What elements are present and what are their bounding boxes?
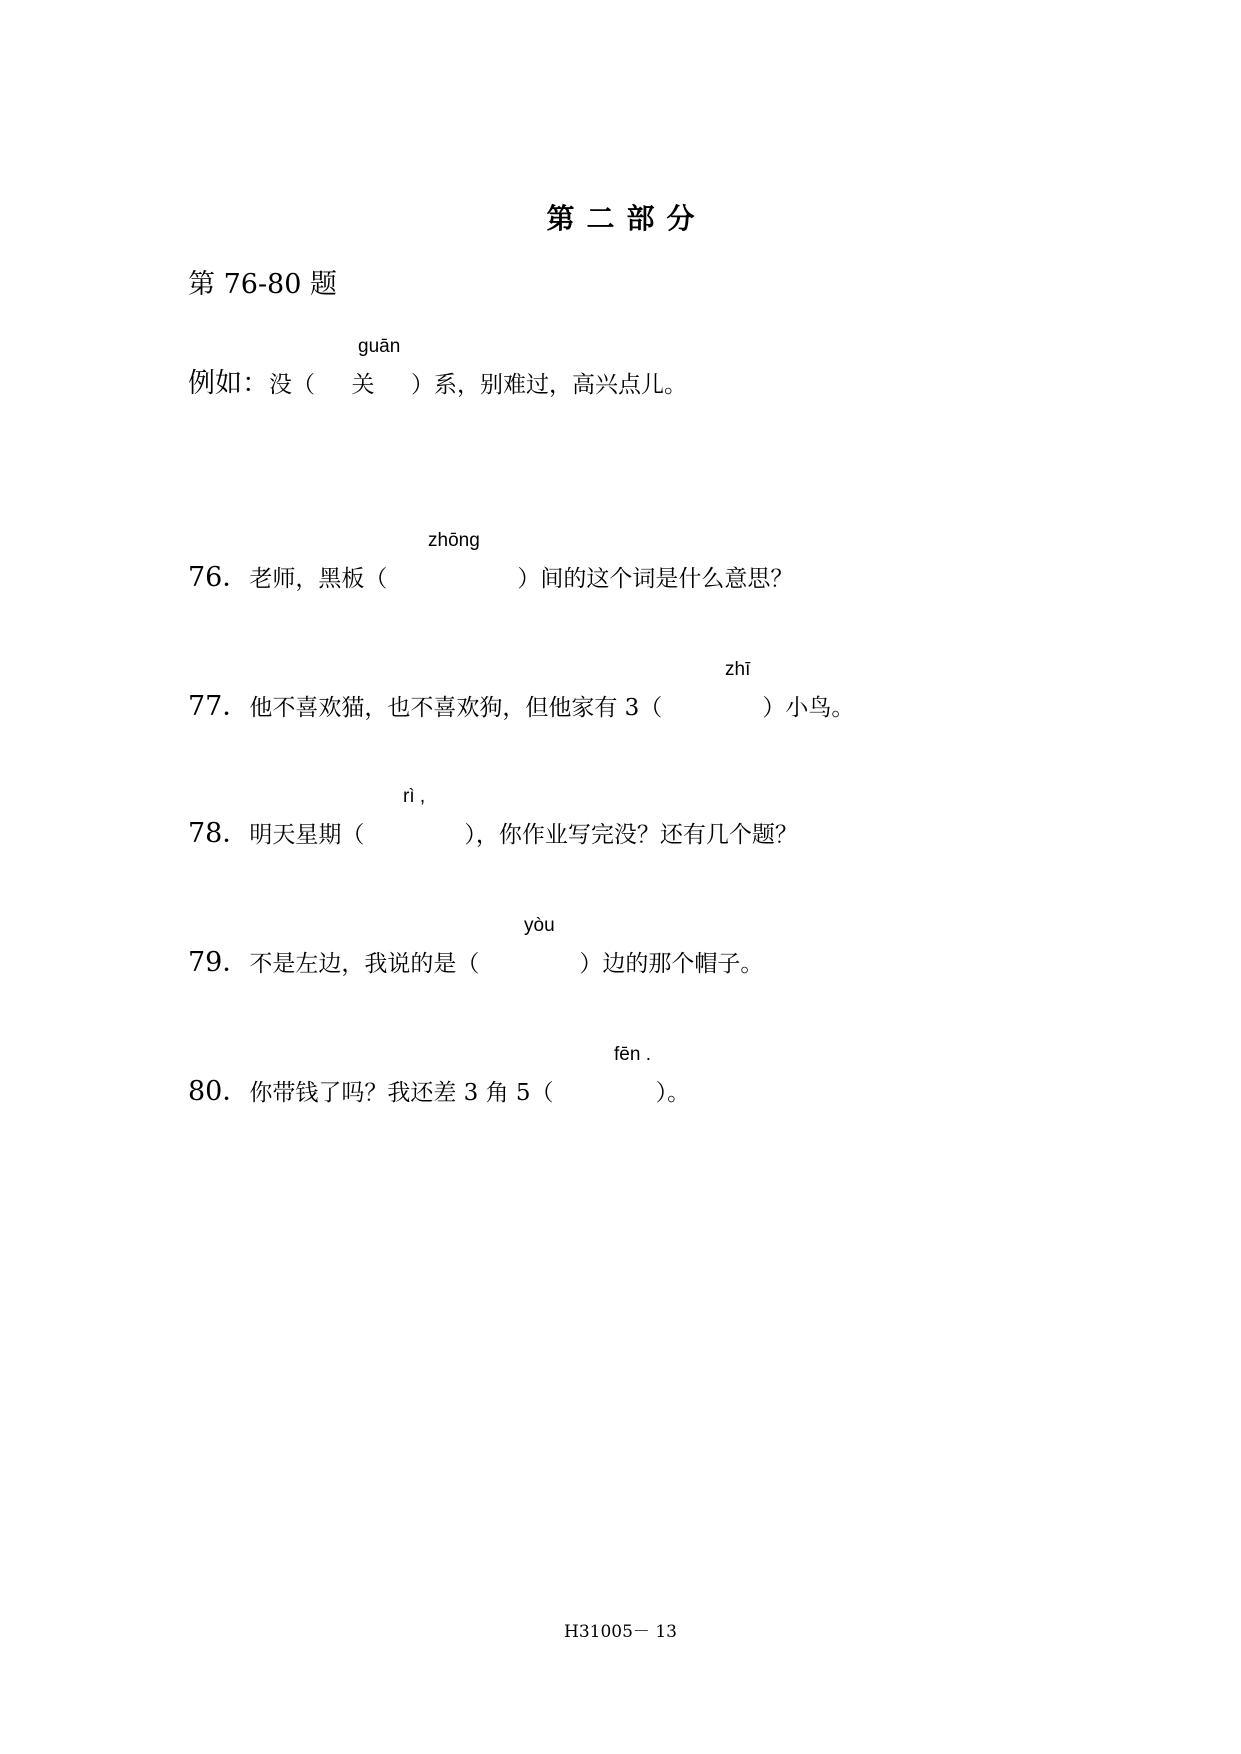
example-pinyin: guān xyxy=(358,336,401,357)
q76-number: 76． xyxy=(188,562,250,593)
q78-number: 78． xyxy=(188,818,250,849)
q78-post: ），你作业写完没？还有几个题？ xyxy=(464,822,798,848)
q77-pinyin: zhī xyxy=(725,659,751,680)
section-title: 第二部分 xyxy=(546,202,707,235)
q76-pinyin: zhōng xyxy=(428,530,480,551)
q80-line xyxy=(188,1069,690,1108)
page-footer: H31005－ 13 xyxy=(564,1622,677,1642)
q77-pre: 他不喜欢猫，也不喜欢狗，但他家有 3（ xyxy=(249,695,663,721)
example-pre: 没（ xyxy=(269,372,315,398)
q79-post: ）边的那个帽子。 xyxy=(579,951,764,977)
q79-pre: 不是左边，我说的是（ xyxy=(249,951,480,977)
question-range: 第 76-80 题 xyxy=(188,269,338,300)
q80-number: 80． xyxy=(188,1076,250,1107)
q76-pre: 老师，黑板（ xyxy=(249,566,388,592)
q77-line xyxy=(188,684,854,723)
q80-pre: 你带钱了吗？我还差 3 角 5（ xyxy=(249,1080,554,1106)
q79-pinyin: yòu xyxy=(524,915,555,936)
q79-line xyxy=(188,940,763,979)
q79-number: 79． xyxy=(188,947,250,978)
q76-line xyxy=(188,555,793,594)
q77-post: ）小鸟。 xyxy=(762,695,855,721)
q76-post: ）间的这个词是什么意思？ xyxy=(517,566,794,592)
q78-pre: 明天星期（ xyxy=(249,822,365,848)
example-post: ）系，别难过，高兴点儿。 xyxy=(411,372,687,398)
example-line xyxy=(188,361,687,400)
q80-pinyin: fēn . xyxy=(614,1044,651,1065)
q78-line xyxy=(188,811,798,850)
q80-post: ）。 xyxy=(655,1080,691,1106)
q78-pinyin: rì , xyxy=(403,786,426,807)
q77-number: 77． xyxy=(188,691,250,722)
example-label: 例如： xyxy=(188,368,269,399)
example-answer: 关 xyxy=(351,372,375,398)
